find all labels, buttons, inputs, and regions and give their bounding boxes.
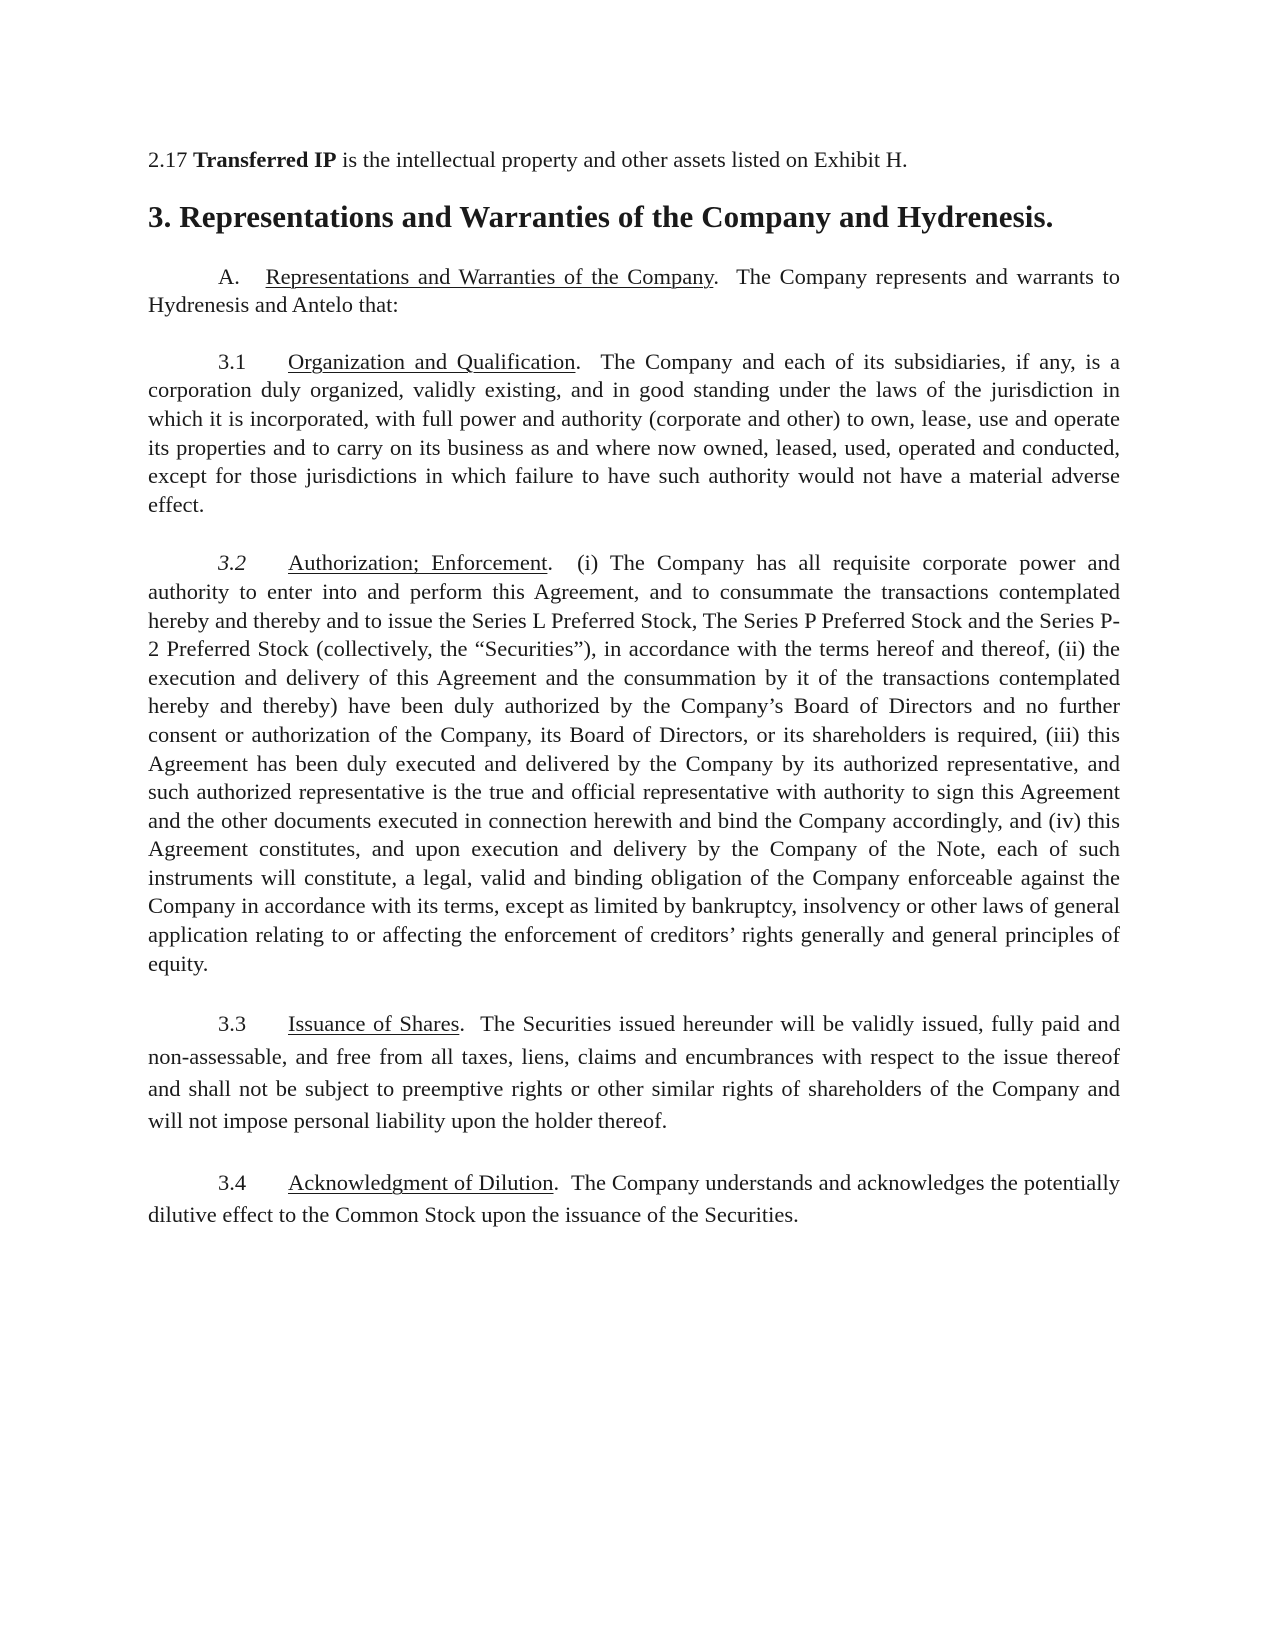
subsection-a-title: Representations and Warranties of the Company [265,263,714,289]
section-3-4-number: 3.4 [218,1170,247,1196]
definition-term: Transferred IP [193,147,337,172]
section-3-4-text: The Company understands and acknowledges the potentially dilutive effect to the Common Stock upon the issuance of the Securities. [148,1170,1120,1227]
section-3-2-title: Authorization; Enforcement [288,550,548,576]
section-3-1: 3.1 Organization and Qualification. The Company and each of its subsidiaries, if any, is a corporation duly organized, validly existing, and in good standing under the laws of the jurisdiction in which it is incorporated, with full power and authority (corporate and other) to own, lease, use and operate its properties and to carry on its business as and where now owned, leased, used, operated and conducted, except for those jurisdictions in which failure to have such authority would not have a material adverse effect. [148,348,1120,517]
document-page [148,146,1120,1230]
definition-text: is the intellectual property and other assets listed on Exhibit H. [342,147,908,172]
definition-2-17 [148,146,1120,175]
section-3-1-title: Organization and Qualification [288,348,576,374]
subsection-a-letter: A. [218,263,240,289]
section-3-4: 3.4 Acknowledgment of Dilution. The Company understands and acknowledges the potentially dilutive effect to the Common Stock upon the issuance of the Securities. [148,1167,1120,1230]
section-3-2: 3.2 Authorization; Enforcement. (i) The Company has all requisite corporate power and authority to enter into and perform this Agreement, and to consummate the transactions contemplated hereby and thereby and to issue the Series L Preferred Stock, The Series P Preferred Stock and the Series P-2 Preferred Stock (collectively, the “Securities”), in accordance with the terms hereof and thereof, (ii) the execution and delivery of this Agreement and the consummation by it of the transactions contemplated hereby and thereby) have been duly authorized by the Company’s Board of Directors and no further consent or authorization of the Company, its Board of Directors, or its shareholders is required, (iii) this Agreement has been duly executed and delivered by the Company by its authorized representative, and such authorized representative is the true and official representative with authority to sign this Agreement and the other documents executed in connection herewith and bind the Company accordingly, and (iv) this Agreement constitutes, and upon execution and delivery by the Company of the Note, each of such instruments will constitute, a legal, valid and binding obligation of the Company enforceable against the Company in accordance with its terms, except as limited by bankruptcy, insolvency or other laws of general application relating to or affecting the enforcement of creditors’ rights generally and general principles of equity. [148,550,1120,976]
section-3-4-title: Acknowledgment of Dilution [288,1170,554,1196]
definition-number: 2.17 [148,147,188,172]
section-3-heading: 3. Representations and Warranties of the Company and Hydrenesis. [148,198,1054,234]
section-3-3-number: 3.3 [218,1011,247,1037]
section-3-2-text: (i) The Company has all requisite corporate power and authority to enter into and perform this Agreement, and to consummate the transactions contemplated hereby and thereby and to issue the Series L Preferred Stock, The Series P Preferred Stock and the Series P-2 Preferred Stock (collectively, the “Securities”), in accordance with the terms hereof and thereof, (ii) the execution and delivery of this Agreement and the consummation by it of the transactions contemplated hereby and thereby) have been duly authorized by the Company’s Board of Directors and no further consent or authorization of the Company, its Board of Directors, or its shareholders is required, (iii) this Agreement has been duly executed and delivered by the Company by its authorized representative, and such authorized representative is the true and official representative with authority to sign this Agreement and the other documents executed in connection herewith and bind the Company accordingly, and (iv) this Agreement constitutes, and upon execution and delivery by the Company of the Note, each of such instruments will constitute, a legal, valid and binding obligation of the Company enforceable against the Company in accordance with its terms, except as limited by bankruptcy, insolvency or other laws of general application relating to or affecting the enforcement of creditors’ rights generally and general principles of equity. [148,550,1120,976]
section-3-2-number: 3.2 [218,550,247,576]
section-3-1-number: 3.1 [218,348,247,374]
section-3-3-title: Issuance of Shares [288,1011,460,1037]
section-3-3: 3.3 Issuance of Shares. The Securities issued hereunder will be validly issued, fully paid and non-assessable, and free from all taxes, liens, claims and encumbrances with respect to the issue thereof and shall not be subject to preemptive rights or other similar rights of shareholders of the Company and will not impose personal liability upon the holder thereof. [148,1008,1120,1137]
section-3-1-text: The Company and each of its subsidiaries, if any, is a corporation duly organized, validly existing, and in good standing under the laws of the jurisdiction in which it is incorporated, with full power and authority (corporate and other) to own, lease, use and operate its properties and to carry on its business as and where now owned, leased, used, operated and conducted, except for those jurisdictions in which failure to have such authority would not have a material adverse effect. [148,348,1120,517]
section-3-3-text: The Securities issued hereunder will be validly issued, fully paid and non-assessable, and free from all taxes, liens, claims and encumbrances with respect to the issue thereof and shall not be subject to preemptive rights or other similar rights of shareholders of the Company and will not impose personal liability upon the holder thereof. [148,1011,1120,1134]
subsection-a-text: The Company represents and warrants to Hydrenesis and Antelo that: [148,263,1121,318]
subsection-a: A. Representations and Warranties of the Company. The Company represents and warrants to Hydrenesis and Antelo that: [148,263,1121,318]
